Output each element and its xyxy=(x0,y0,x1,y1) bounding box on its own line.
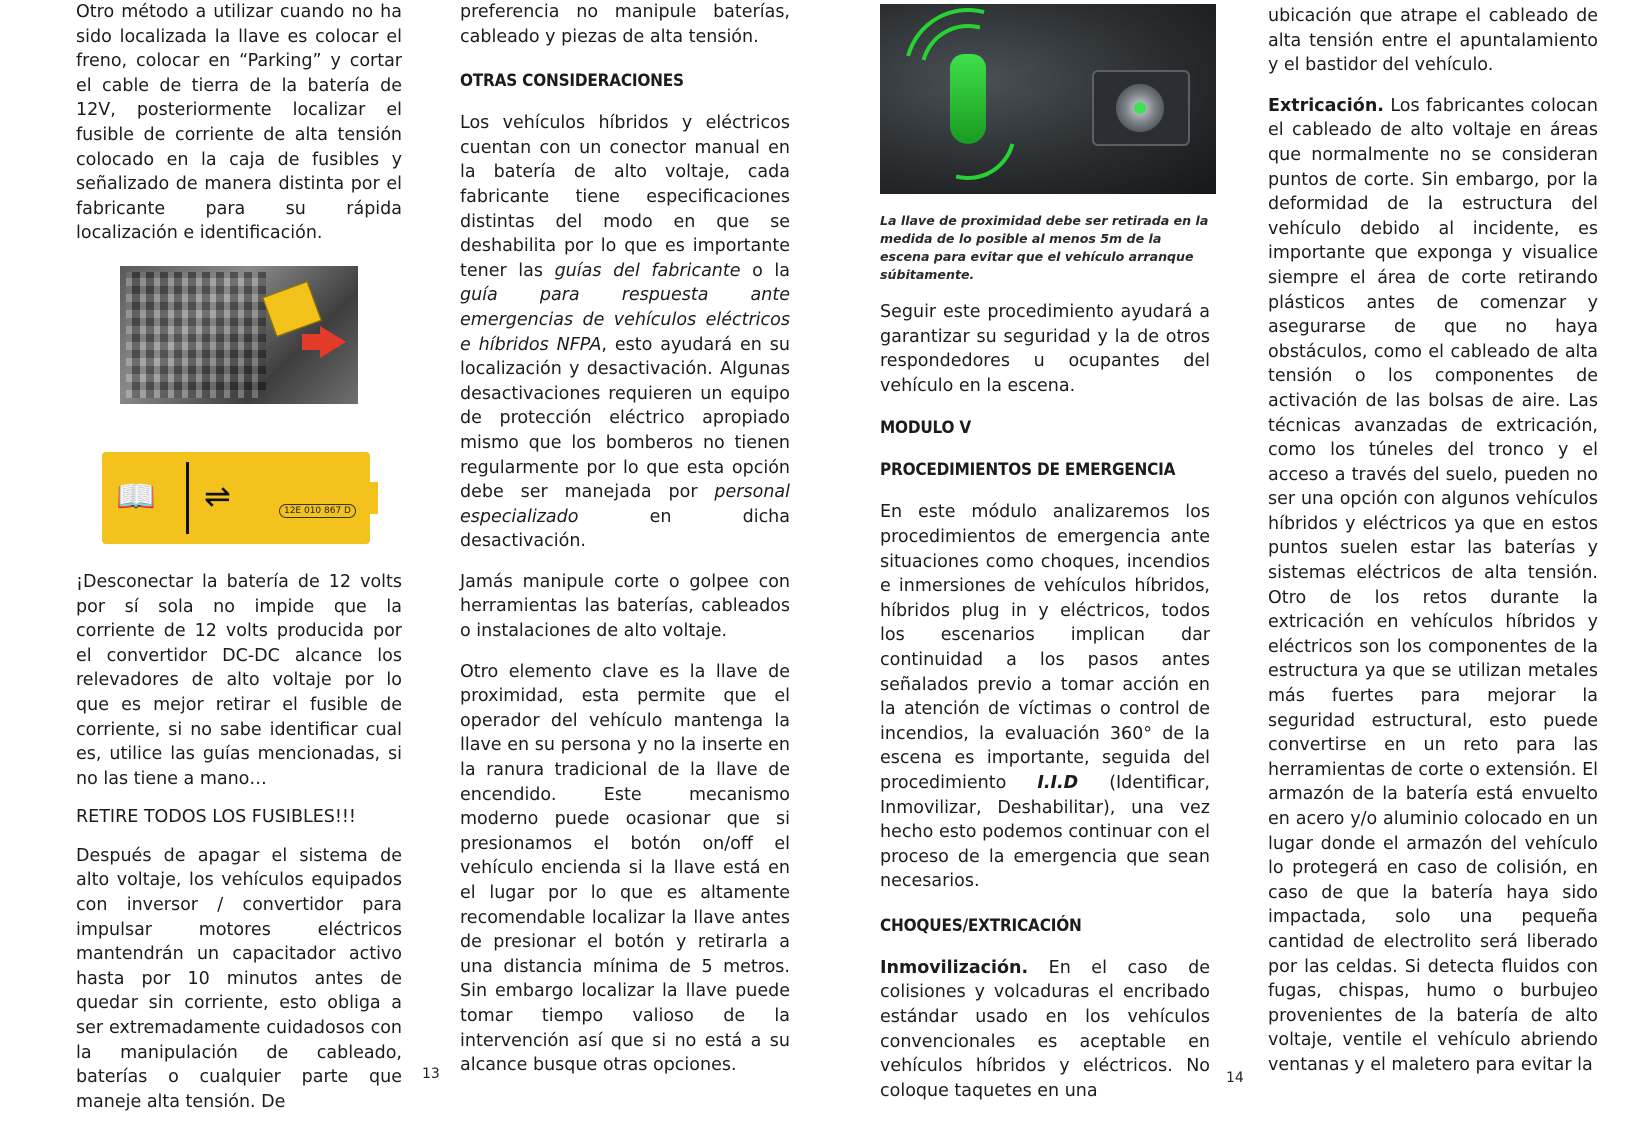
key-fob-icon xyxy=(950,54,986,144)
paragraph xyxy=(460,111,790,554)
page-number-13: 13 xyxy=(422,1066,440,1082)
label-notch xyxy=(362,482,378,514)
text-run: En este módulo analizaremos los procedimientos de emergencia ante situaciones como choques, incendios e inmersiones de vehículos híbridos, híbridos plug in y eléctricos, todos los escenarios implican dar continuidad a los pasos antes señalados previo a tomar acción en la atención de víctimas o control de incendios, la evaluación 360° de la escena es importante, seguida del procedimiento xyxy=(880,502,1210,793)
fuse-tag xyxy=(262,281,321,337)
label-divider xyxy=(186,462,189,534)
italic-run: personal especializado xyxy=(460,482,790,527)
heading-otras-consideraciones: OTRAS CONSIDERACIONES xyxy=(460,71,684,92)
heading-modulo: MODULO V xyxy=(880,418,972,439)
arrow-stem xyxy=(302,334,322,350)
plug-disconnect-icon: ⇌ xyxy=(204,476,231,515)
page13-column-1 xyxy=(76,0,402,1130)
paragraph xyxy=(880,500,1210,894)
paragraph: Jamás manipule corte o golpee con herramientas las baterías, cableados o instalaciones de alto voltaje. xyxy=(460,571,790,642)
manual-book-icon: 📖 xyxy=(116,476,156,515)
paragraph: Después de apagar el sistema de alto voltaje, los vehículos equipados con inversor / convertidor para impulsar motores eléctricos mantendrán un capacitador activo hasta por 10 minutos antes de quedar sin corriente, esto obliga a ser extremadamente cuidadosos con la manipulación de cableado, baterías o cualquier parte que maneje alta tensión. De xyxy=(76,845,402,1112)
page14-column-4 xyxy=(1268,0,1598,1094)
italic-run: I.I.D xyxy=(1037,772,1079,793)
text-run: en dicha desactivación. xyxy=(460,506,790,552)
paragraph: ubicación que atrape el cableado de alta tensión entre el apuntalamiento y el bastidor del vehículo. xyxy=(1268,6,1598,76)
text-run: Los fabricantes colocan el cableado de alto voltaje en áreas que normalmente no se consideran puntos de corte. Sin embargo, por la deformidad de la estructura del vehículo debido al incidente, es importante que exponga y visualice siempre el área de corte retirando plásticos antes de comenzar y asegurarse de que no haya obstáculos, como el cableado de alta tensión o los componentes de activación de las bolsas de aire. Las técnicas avanzadas de extricación, como los túneles del tronco y el acceso a través del suelo, pueden no ser una opción con algunos vehículos híbridos y eléctricos ya que en estos puntos suelen estar las baterías y sistemas eléctricos de alta tensión. Otro de los retos durante la extricación en vehículos híbridos y eléctricos son los componentes de la estructura ya que se utilizan metales más fuertes para mejorar la seguridad estructural, esto puede convertirse en un reto para las herramientas de corte o extensión. El armazón de la batería está envuelto en acero y/o aluminio colocado en un lugar donde el armazón del vehículo lo protegerá en caso de colisión, en caso de que la batería haya sido impactada, solo una pequeña cantidad de electrolito será liberado por las celdas. Si detecta fluidos con fugas, chispas, humo o burbujeo provenientes de la batería de alto voltaje, ventile el vehículo abriendo ventanas y el maletero para evitar la xyxy=(1268,95,1598,1075)
paragraph: preferencia no manipule baterías, cableado y piezas de alta tensión. xyxy=(460,2,790,47)
paragraph: Seguir este procedimiento ayudará a garantizar su seguridad y la de otros respondedores u ocupantes del vehículo en la escena. xyxy=(880,302,1210,396)
text-run: Los vehículos híbridos y eléctricos cuentan con un conector manual en la batería de alto voltaje, cada fabricante tiene especificaciones distintas del modo en que se deshabilita por lo que es importante tener las xyxy=(460,113,790,281)
paragraph xyxy=(1268,94,1598,1078)
warning-label-image xyxy=(102,452,370,544)
image-caption: La llave de proximidad debe ser retirada en la medida de lo posible al menos 5m de la escena para evitar que el vehículo arranque súbitamente. xyxy=(880,213,1209,282)
fuse-grid xyxy=(126,272,266,398)
fuse-box-image xyxy=(120,266,358,404)
text-run: (Identificar, Inmovilizar, Deshabilitar), una vez hecho esto podemos continuar con el proceso de la emergencia que sean necesarios. xyxy=(880,772,1210,892)
text-run: En el caso de colisiones y volcaduras el encribado estándar usado en los vehículos convencionales es aceptable en vehículos híbridos y eléctricos. No coloque taquetes en una xyxy=(880,957,1210,1101)
red-arrow-icon xyxy=(320,326,346,358)
page-number-14: 14 xyxy=(1226,1070,1244,1086)
paragraph xyxy=(880,956,1210,1104)
bold-run: Extricación. xyxy=(1268,95,1384,116)
text-run: o la xyxy=(740,260,791,281)
label-code: 12E 010 867 D xyxy=(279,504,356,518)
paragraph: Otro método a utilizar cuando no ha sido localizada la llave es colocar el freno, colocar en “Parking” y cortar el cable de tierra de la batería de 12V, posteriormente localizar el fusible de corriente de alta tensión colocado en la caja de fusibles y señalizado de manera distinta por el fabricante para su rápida localización e identificación. xyxy=(76,2,402,244)
italic-run: guías del fabricante xyxy=(554,260,741,281)
text-run: , esto ayudará en su localización y desactivación. Algunas desactivaciones requieren un equipo de protección eléctrico apropiado mismo que los bomberos no tienen regularmente por lo que esta opción debe ser manejada por xyxy=(460,334,790,503)
power-indicator-icon xyxy=(1134,102,1146,114)
paragraph-emphasis: RETIRE TODOS LOS FUSIBLES!!! xyxy=(76,807,356,828)
paragraph: Otro elemento clave es la llave de proximidad, esta permite que el operador del vehículo mantenga la llave en su persona y no la inserte en la ranura tradicional de la llave de encendido. Este mecanismo moderno puede ocasionar que si presionamos el botón on/off el vehículo encienda si la llave está en el lugar por lo que es altamente recomendable localizar la llave antes de presionar el botón y retirarla a una distancia mínima de 5 metros. Sin embargo localizar la llave puede tomar tiempo valioso de la intervención así que si no está a su alcance busque otras opciones. xyxy=(460,661,790,1076)
heading-choques: CHOQUES/EXTRICACIÓN xyxy=(880,915,1082,936)
heading-procedimientos: PROCEDIMIENTOS DE EMERGENCIA xyxy=(880,460,1176,481)
proximity-key-image xyxy=(880,4,1216,194)
paragraph: ¡Desconectar la batería de 12 volts por sí sola no impide que la corriente de 12 volts producida por el convertidor DC-DC alcance los relevadores de alto voltaje por lo que es mejor retirar el fusible de corriente, si no sabe identificar cual es, utilice las guías mencionadas, si no las tiene a mano… xyxy=(76,571,402,789)
bold-run: Inmovilización. xyxy=(880,957,1029,978)
italic-run: guía para respuesta ante emergencias de vehículos eléctricos e híbridos NFPA xyxy=(460,285,790,355)
page13-column-2 xyxy=(460,0,790,1094)
page14-column-3 xyxy=(880,0,1210,1119)
